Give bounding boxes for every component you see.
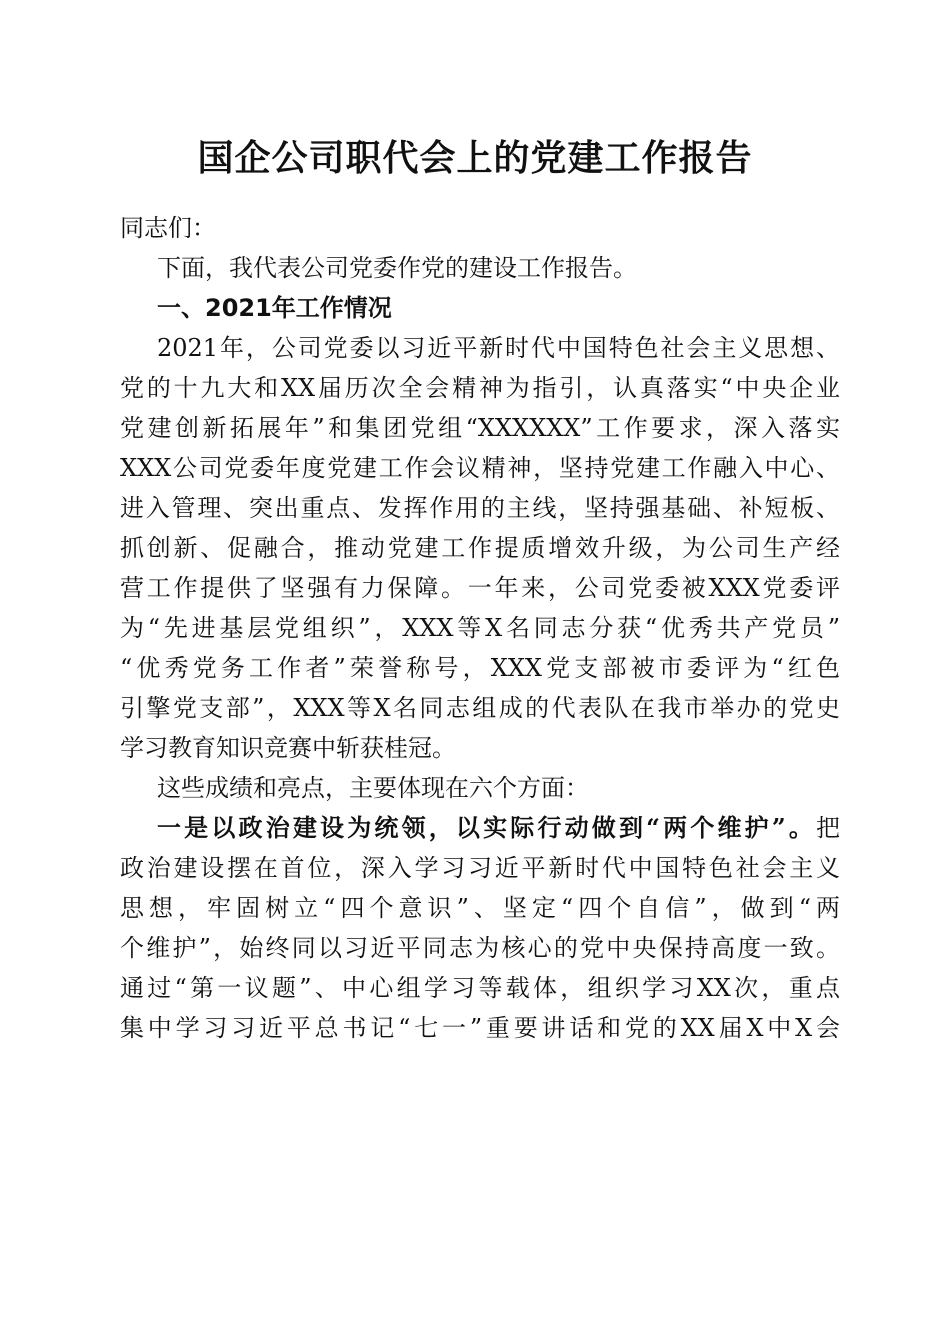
paragraph-line: 党的十九大和XX届历次全会精神为指引，认真落实“中央企业 bbox=[120, 374, 840, 402]
paragraph-line: 集中学习习近平总书记“七一”重要讲话和党的XX届X中X会 bbox=[120, 1014, 840, 1042]
paragraph-lead-tail: 把 bbox=[816, 814, 840, 842]
salutation: 同志们： bbox=[120, 214, 216, 242]
document-body bbox=[120, 208, 840, 1048]
paragraph-line: 抓创新、促融合，推动党建工作提质增效升级，为公司生产经 bbox=[120, 534, 840, 562]
paragraph-lead-line bbox=[120, 808, 840, 848]
paragraph-line: 通过“第一议题”、中心组学习等载体，组织学习XX次，重点 bbox=[120, 974, 840, 1002]
paragraph-line: 个维护”，始终同以习近平同志为核心的党中央保持高度一致。 bbox=[120, 934, 840, 962]
paragraph-achievements bbox=[120, 328, 840, 768]
paragraph-line: 为“先进基层党组织”，XXX等X名同志分获“优秀共产党员” bbox=[120, 614, 840, 642]
paragraph-line: XXX公司党委年度党建工作会议精神，坚持党建工作融入中心、 bbox=[120, 454, 840, 482]
section-heading: 一、2021年工作情况 bbox=[157, 294, 392, 322]
paragraph-line: 引擎党支部”，XXX等X名同志组成的代表队在我市举办的党史 bbox=[120, 694, 840, 722]
document-title: 国企公司职代会上的党建工作报告 bbox=[197, 137, 753, 179]
paragraph-line: 党建创新拓展年”和集团党组“XXXXXX”工作要求，深入落实 bbox=[120, 414, 840, 442]
intro-paragraph: 下面，我代表公司党委作党的建设工作报告。 bbox=[157, 254, 637, 282]
paragraph-line: 进入管理、突出重点、发挥作用的主线，坚持强基础、补短板、 bbox=[120, 494, 840, 522]
paragraph-line: “优秀党务工作者”荣誉称号，XXX党支部被市委评为“红色 bbox=[120, 654, 840, 682]
paragraph-line: 2021年，公司党委以习近平新时代中国特色社会主义思想、 bbox=[157, 334, 840, 362]
paragraph-line: 学习教育知识竞赛中斩获桂冠。 bbox=[120, 734, 456, 762]
six-aspects-paragraph: 这些成绩和亮点，主要体现在六个方面： bbox=[157, 774, 589, 802]
paragraph-political-building bbox=[120, 808, 840, 1048]
paragraph-line: 政治建设摆在首位，深入学习习近平新时代中国特色社会主义 bbox=[120, 854, 840, 882]
paragraph-line: 思想，牢固树立“四个意识”、坚定“四个自信”，做到“两 bbox=[120, 894, 840, 922]
paragraph-line: 营工作提供了坚强有力保障。一年来，公司党委被XXX党委评 bbox=[120, 574, 840, 602]
paragraph-lead-bold: 一是以政治建设为统领，以实际行动做到“两个维护”。 bbox=[157, 813, 816, 842]
